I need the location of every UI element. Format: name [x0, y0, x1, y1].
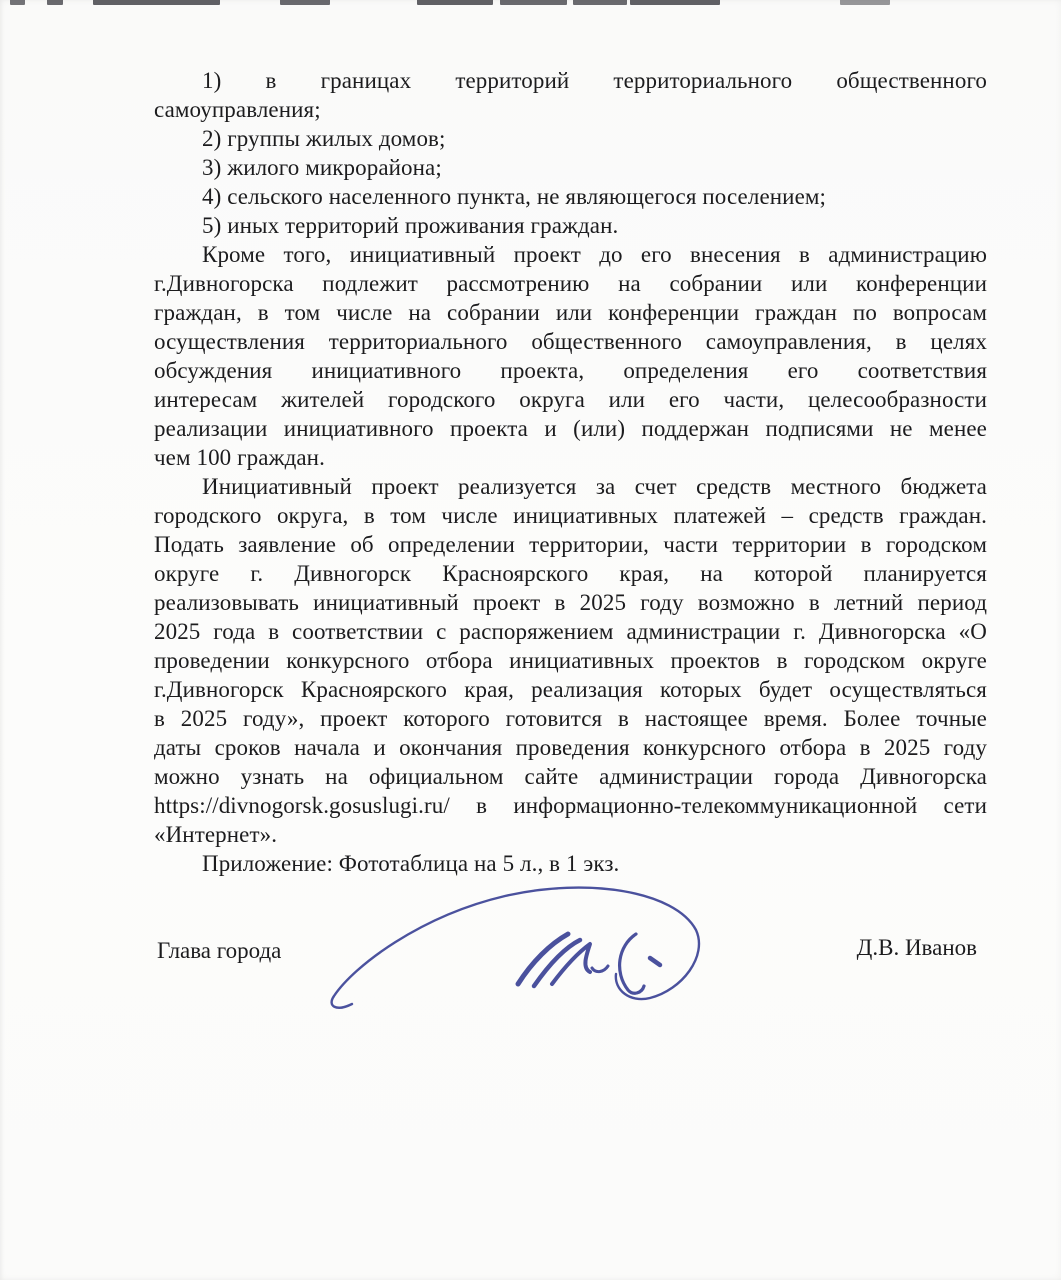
scan-edge-artifact: [0, 0, 1061, 6]
scan-mark: [840, 0, 890, 5]
text-line: округе г. Дивногорск Красноярского края, на которой планируется: [154, 561, 987, 586]
text-line: 1) в границах территорий территориального общественного: [202, 68, 987, 93]
text-line: Подать заявление об определении территории, части территории в городском: [154, 532, 987, 557]
text-line: городского округа, в том числе инициативных платежей – средств граждан.: [154, 503, 987, 528]
text-line: можно узнать на официальном сайте администрации города Дивногорска: [154, 764, 987, 789]
signature-icon: [320, 878, 720, 1023]
text-line: г.Дивногорска подлежит рассмотрению на собрании или конференции: [154, 271, 987, 296]
text-line: 3) жилого микрорайона;: [202, 155, 442, 180]
signer-title: Глава города: [157, 938, 282, 963]
scan-mark: [93, 0, 220, 5]
scan-mark: [47, 0, 63, 5]
text-line: осуществления территориального общественного самоуправления, в целях: [154, 329, 987, 354]
text-line: 2025 года в соответствии с распоряжением администрации г. Дивногорска «О: [154, 619, 987, 644]
scan-mark: [630, 0, 720, 5]
text-line: 4) сельского населенного пункта, не являющегося поселением;: [202, 184, 827, 209]
signer-name: Д.В. Иванов: [856, 935, 977, 960]
text-line: г.Дивногорск Красноярского края, реализация которых будет осуществляться: [154, 677, 987, 702]
text-line: в 2025 году», проект которого готовится в настоящее время. Более точные: [154, 706, 987, 731]
text-line: чем 100 граждан.: [154, 445, 325, 470]
text-line: обсуждения инициативного проекта, определения его соответствия: [154, 358, 987, 383]
scan-mark: [417, 0, 493, 5]
scan-mark: [280, 0, 330, 5]
text-line: 5) иных территорий проживания граждан.: [202, 213, 619, 238]
text-line: самоуправления;: [154, 97, 321, 122]
text-line: «Интернет».: [154, 822, 278, 847]
text-line: реализовывать инициативный проект в 2025 году возможно в летний период: [154, 590, 987, 615]
text-line: реализации инициативного проекта и (или) поддержан подписями не менее: [154, 416, 987, 441]
scan-mark: [500, 0, 567, 5]
text-line: https://divnogorsk.gosuslugi.ru/ в информационно-телекоммуникационной сети: [154, 793, 987, 818]
text-line: граждан, в том числе на собрании или конференции граждан по вопросам: [154, 300, 987, 325]
text-line: интересам жителей городского округа или его части, целесообразности: [154, 387, 987, 412]
text-line: Кроме того, инициативный проект до его внесения в администрацию: [202, 242, 987, 267]
scan-mark: [573, 0, 627, 5]
scan-mark: [10, 0, 25, 5]
document-body: [154, 66, 987, 878]
text-line: Приложение: Фототаблица на 5 л., в 1 экз.: [202, 851, 620, 876]
text-line: даты сроков начала и окончания проведения конкурсного отбора в 2025 году: [154, 735, 987, 760]
text-line: проведении конкурсного отбора инициативных проектов в городском округе: [154, 648, 987, 673]
text-line: 2) группы жилых домов;: [202, 126, 446, 151]
text-line: Инициативный проект реализуется за счет средств местного бюджета: [202, 474, 987, 499]
